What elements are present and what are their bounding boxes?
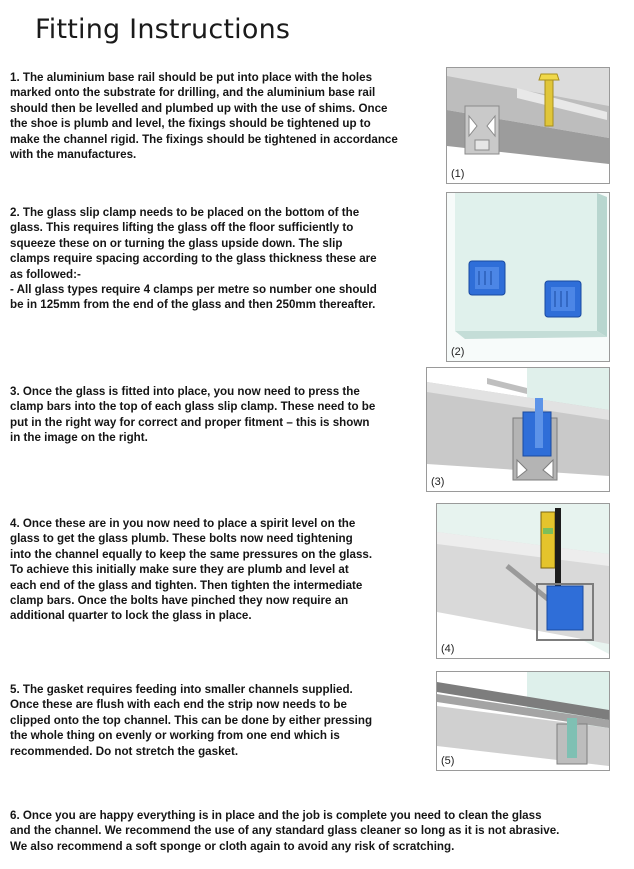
- spirit-level-illustration: [437, 504, 609, 658]
- step-6-text: 6. Once you are happy everything is in place and the job is complete you need to clean the glass and the channel. We recommend the use of any standard glass cleaner so long as it is not abrasive. We also recommend a soft sponge or cloth again to avoid any risk of scratching.: [10, 809, 560, 853]
- step-1: [10, 70, 442, 162]
- gasket-illustration: [437, 672, 609, 770]
- step-1-text: 1. The aluminium base rail should be put into place with the holes marked onto the substrate for drilling, and the aluminium base rail should then be levelled and plumbed up with the use of shims. Once the shoe is plumb and level, the fixings should be tightened up to make the channel rigid. The fixings should be tightened in accordance with the manufactures.: [10, 71, 398, 162]
- figure-3: [426, 367, 610, 492]
- figure-5-label: (5): [441, 755, 455, 767]
- figure-1-label: (1): [451, 168, 465, 180]
- clamp-bars-illustration: [427, 368, 609, 491]
- step-5: [10, 682, 442, 759]
- glass-clamps-illustration: [447, 193, 609, 361]
- step-4-text: 4. Once these are in you now need to place a spirit level on the glass to get the glass plumb. These bolts now need tightening into the channel equally to keep the same pressures on the glass. To achieve this initially make sure they are plumb and level at each end of the glass and tighten. Then tighten the intermediate clamp bars. Once the bolts have pinched they now require an additional quarter to lock the glass in place.: [10, 517, 373, 623]
- step-2: [10, 205, 442, 313]
- step-6: [10, 808, 622, 854]
- base-rail-illustration: [447, 68, 609, 183]
- figure-4-label: (4): [441, 643, 455, 655]
- figure-5: [436, 671, 610, 771]
- figure-4: [436, 503, 610, 659]
- figure-2-label: (2): [451, 346, 465, 358]
- figure-3-label: (3): [431, 476, 445, 488]
- slip-clamp-left: [469, 261, 505, 295]
- figure-1: [446, 67, 610, 184]
- step-3-text: 3. Once the glass is fitted into place, you now need to press the clamp bars into the top of each glass slip clamp. These need to be put in the right way for correct and proper fitment – this is shown in the image on the right.: [10, 385, 376, 445]
- step-5-text: 5. The gasket requires feeding into smaller channels supplied. Once these are flush with each end the strip now needs to be clipped onto the top channel. This can be done by either pressing the whole thing on evenly or working from one end which is recommended. Do not stretch the gasket.: [10, 683, 373, 758]
- page-title: Fitting Instructions: [35, 14, 291, 45]
- step-3: [10, 384, 442, 446]
- step-2-text: 2. The glass slip clamp needs to be placed on the bottom of the glass. This requires lifting the glass off the floor sufficiently to squeeze these on or turning the glass upside down. The slip clamps require spacing according to the glass thickness these are as followed:- - All glass types require 4 clamps per metre so number one should be in 125mm from the end of the glass and then 250mm thereafter.: [10, 206, 377, 312]
- slip-clamp-right: [545, 281, 581, 317]
- figure-2: [446, 192, 610, 362]
- step-4: [10, 516, 442, 624]
